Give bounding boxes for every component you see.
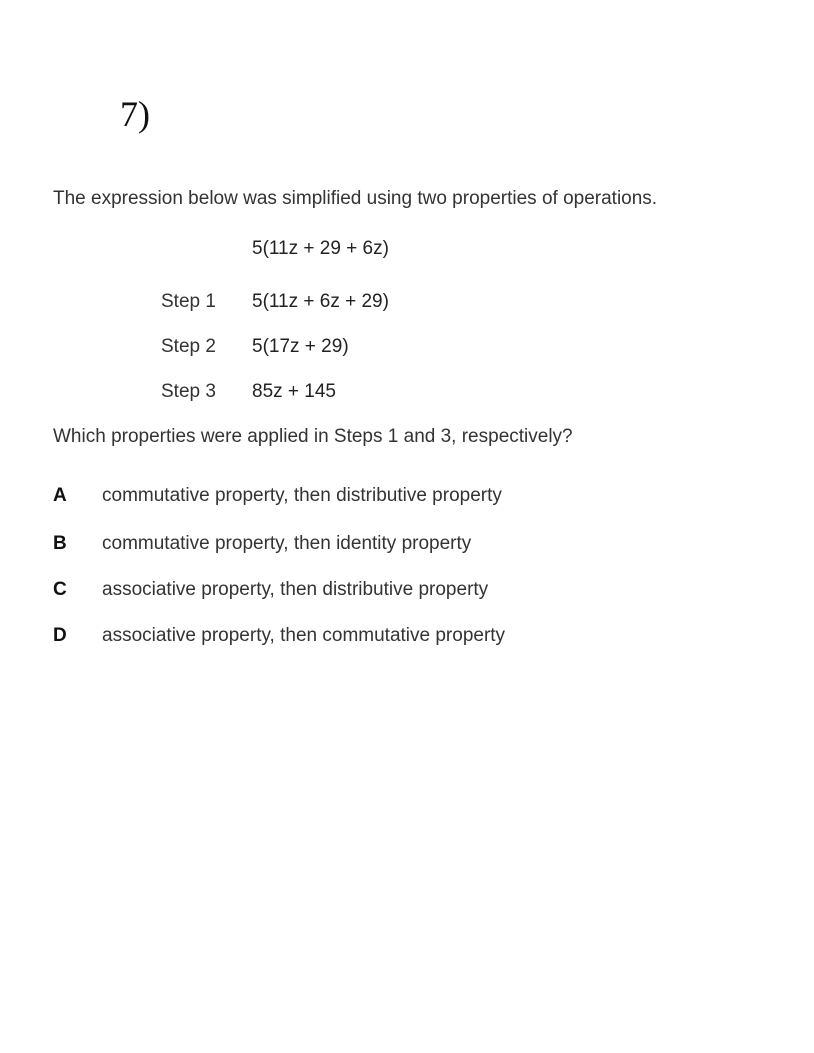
choice-letter: C xyxy=(53,579,67,600)
step-row-3 xyxy=(161,381,336,403)
step-row-2 xyxy=(161,336,349,358)
choice-text: commutative property, then distributive property xyxy=(102,485,502,506)
question-text: Which properties were applied in Steps 1 and 3, respectively? xyxy=(53,426,573,447)
answer-choice-c[interactable] xyxy=(53,579,488,601)
step-label: Step 2 xyxy=(161,336,216,357)
step-expression: 5(11z + 6z + 29) xyxy=(252,291,389,312)
question-number: 7) xyxy=(120,94,150,134)
answer-choice-d[interactable] xyxy=(53,625,505,647)
answer-choice-a[interactable] xyxy=(53,485,502,507)
original-expression: 5(11z + 29 + 6z) xyxy=(252,238,389,259)
step-expression: 85z + 145 xyxy=(252,381,336,402)
choice-letter: A xyxy=(53,485,67,506)
choice-text: associative property, then distributive property xyxy=(102,579,489,600)
step-expression: 5(17z + 29) xyxy=(252,336,349,357)
step-row-1 xyxy=(161,291,389,313)
answer-choice-b[interactable] xyxy=(53,533,471,555)
choice-text: associative property, then commutative property xyxy=(102,625,506,646)
choice-text: commutative property, then identity property xyxy=(102,533,472,554)
step-label: Step 3 xyxy=(161,381,216,402)
choice-letter: D xyxy=(53,625,67,646)
choice-letter: B xyxy=(53,533,67,554)
step-label: Step 1 xyxy=(161,291,216,312)
question-prompt: The expression below was simplified using two properties of operations. xyxy=(53,188,658,209)
